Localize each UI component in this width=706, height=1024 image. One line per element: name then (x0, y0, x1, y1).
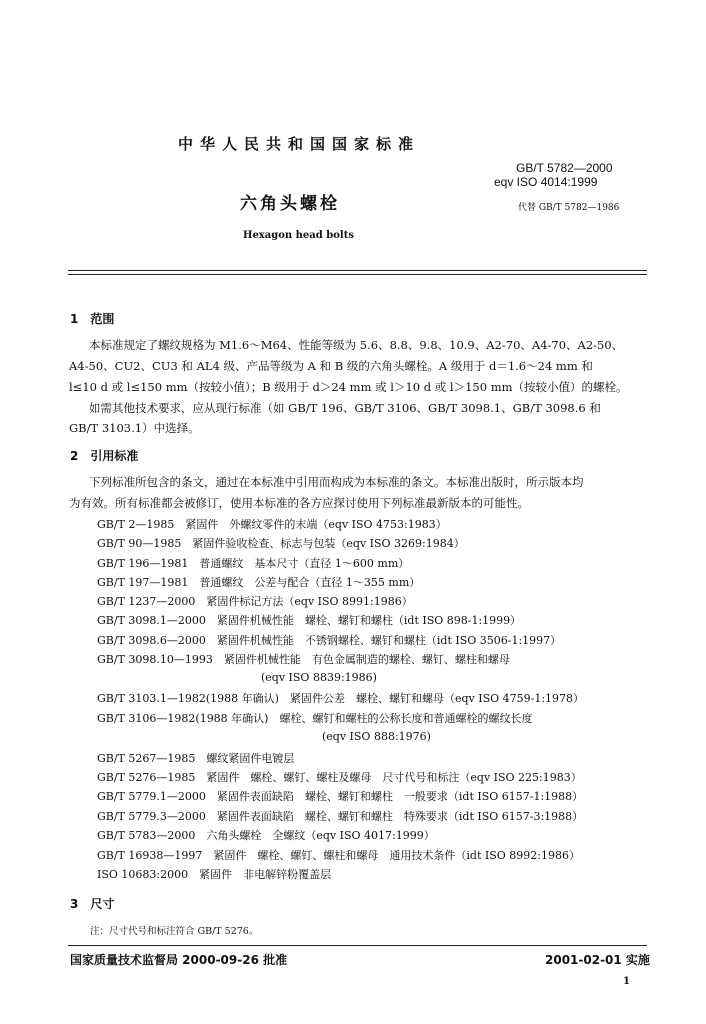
implementation-date: 2001-02-01 实施 (545, 953, 650, 967)
reference-item: GB/T 90—1985 紧固件验收检查、标志与包装（eqv ISO 3269:1984） (97, 537, 465, 550)
reference-item: GB/T 5276—1985 紧固件 螺栓、螺钉、螺柱及螺母 尺寸代号和标注（eqv ISO 225:1983） (97, 771, 582, 784)
reference-item: GB/T 3098.10—1993 紧固件机械性能 有色金属制造的螺栓、螺钉、螺柱和螺母 (97, 653, 510, 666)
section-1-heading: 1 范围 (70, 312, 115, 326)
dimension-note: 注：尺寸代号和标注符合 GB/T 5276。 (90, 926, 259, 937)
reference-item: GB/T 3106—1982(1988 年确认) 螺栓、螺钉和螺柱的公称长度和普通螺栓的螺纹长度 (97, 712, 533, 725)
english-title: Hexagon head bolts (243, 230, 354, 241)
reference-item: GB/T 16938—1997 紧固件 螺栓、螺钉、螺柱和螺母 通用技术条件（idt ISO 8992:1986） (97, 849, 580, 862)
reference-item-continuation: (eqv ISO 8839:1986) (261, 671, 377, 684)
reference-item: GB/T 2—1985 紧固件 外螺纹零件的末端（eqv ISO 4753:1983） (97, 518, 447, 531)
reference-item: GB/T 1237—2000 紧固件标记方法（eqv ISO 8991:1986） (97, 595, 413, 608)
header-rule-bottom (68, 274, 647, 275)
section-3-heading: 3 尺寸 (70, 897, 115, 911)
section-2-para-line-2: 为有效。所有标准都会被修订，使用本标准的各方应探讨使用下列标准最新版本的可能性。 (69, 496, 529, 510)
reference-item-continuation: (eqv ISO 888:1976) (322, 730, 431, 743)
standard-number: GB/T 5782—2000 (516, 161, 613, 175)
reference-item: GB/T 3098.1—2000 紧固件机械性能 螺栓、螺钉和螺柱（idt ISO 898-1:1999） (97, 614, 522, 627)
reference-item: ISO 10683:2000 紧固件 非电解锌粉覆盖层 (97, 868, 332, 881)
reference-item: GB/T 5267—1985 螺纹紧固件电镀层 (97, 752, 295, 765)
replaces-standard: 代替 GB/T 5782—1986 (518, 203, 620, 213)
section-2-para-line-1: 下列标准所包含的条文，通过在本标准中引用而构成为本标准的条文。本标准出版时，所示版本均 (89, 475, 584, 489)
header-rule-top (68, 270, 647, 271)
reference-item: GB/T 5779.1—2000 紧固件表面缺陷 螺栓、螺钉和螺柱 一般要求（idt ISO 6157-1:1988） (97, 790, 584, 803)
reference-item: GB/T 3103.1—1982(1988 年确认) 紧固件公差 螺栓、螺钉和螺母（eqv ISO 4759-1:1978） (97, 692, 585, 705)
section-1-para-1-line-3: l≤10 d 或 l≤150 mm（按较小值）；B 级用于 d＞24 mm 或 l＞10 d 或 l＞150 mm（按较小值）的螺栓。 (69, 380, 628, 394)
section-1-para-2-line-1: 如需其他技术要求，应从现行标准（如 GB/T 196、GB/T 3106、GB/T 3098.1、GB/T 3098.6 和 (89, 401, 601, 415)
document-title: 六角头螺栓 (240, 194, 340, 214)
org-title: 中华人民共和国国家标准 (178, 135, 421, 153)
reference-item: GB/T 3098.6—2000 紧固件机械性能 不锈钢螺栓、螺钉和螺柱（idt ISO 3506-1:1997） (97, 634, 562, 647)
approval-date: 国家质量技术监督局 2000-09-26 批准 (70, 953, 288, 967)
footer-rule (68, 945, 647, 946)
page-number: 1 (623, 976, 630, 987)
section-1-para-1-line-2: A4-50、CU2、CU3 和 AL4 级、产品等级为 A 和 B 级的六角头螺栓。A 级用于 d＝1.6～24 mm 和 (69, 359, 593, 373)
reference-item: GB/T 197—1981 普通螺纹 公差与配合（直径 1～355 mm） (97, 576, 421, 589)
section-1-para-2-line-2: GB/T 3103.1）中选择。 (69, 421, 200, 435)
section-1-para-1-line-1: 本标准规定了螺纹规格为 M1.6～M64、性能等级为 5.6、8.8、9.8、10.9、A2-70、A4-70、A2-50、 (89, 338, 624, 352)
reference-item: GB/T 196—1981 普通螺纹 基本尺寸（直径 1～600 mm） (97, 557, 410, 570)
section-2-heading: 2 引用标准 (70, 449, 139, 463)
equivalent-standard: eqv ISO 4014:1999 (494, 175, 598, 189)
reference-item: GB/T 5779.3—2000 紧固件表面缺陷 螺栓、螺钉和螺柱 特殊要求（idt ISO 6157-3:1988） (97, 810, 584, 823)
reference-item: GB/T 5783—2000 六角头螺栓 全螺纹（eqv ISO 4017:1999） (97, 829, 435, 842)
